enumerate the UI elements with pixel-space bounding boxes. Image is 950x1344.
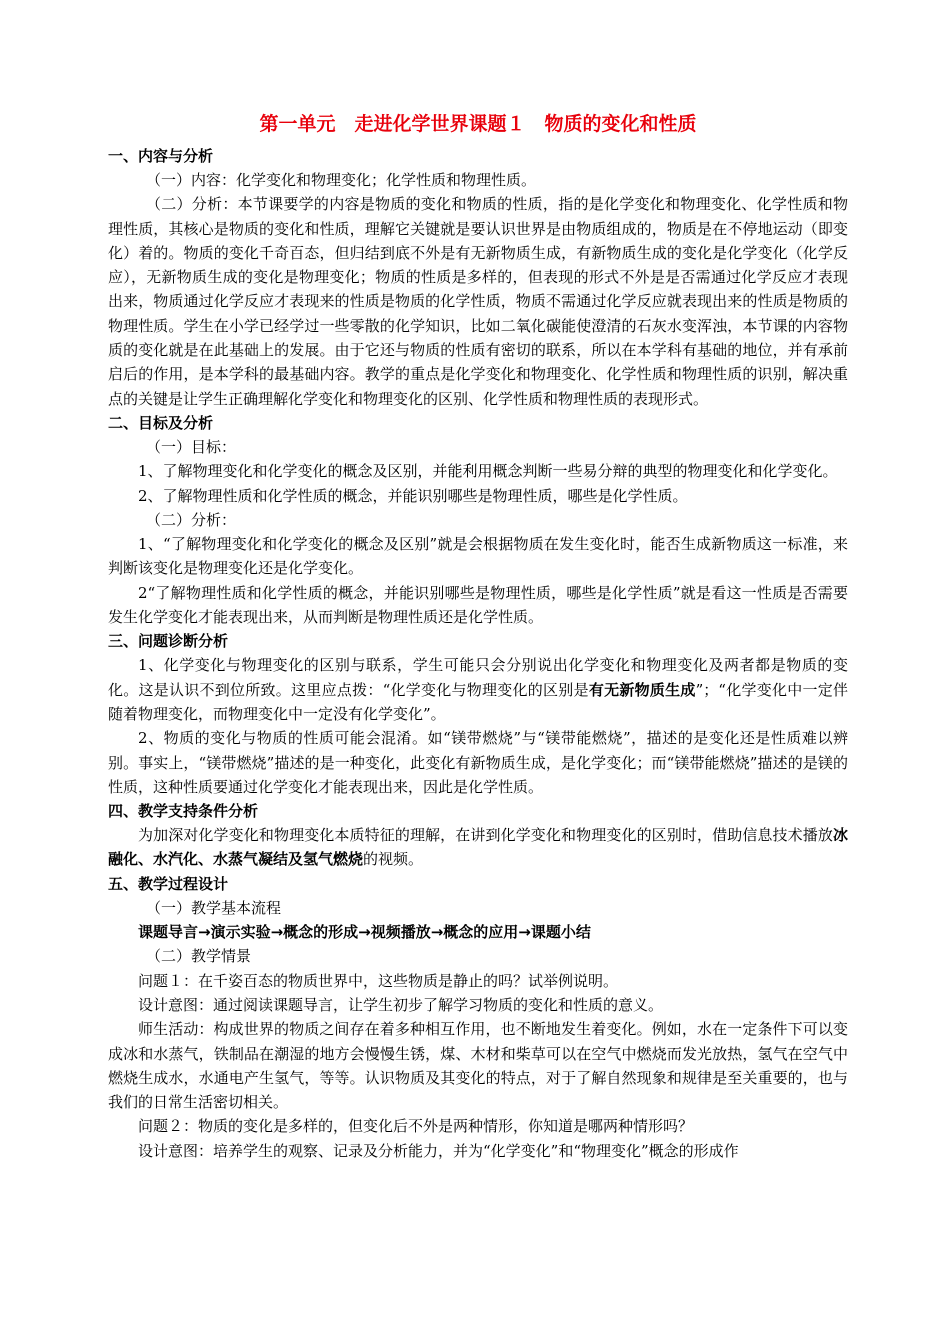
text-run: 为加深对化学变化和物理变化本质特征的理解，在讲到化学变化和物理变化的区别时，借助信息技术播放 (138, 826, 833, 845)
bold-text: 课题导言→演示实验→概念的形成→视频播放→概念的应用→课题小结 (138, 923, 591, 942)
paragraph (108, 653, 848, 726)
bold-text: 有无新物质生成 (588, 680, 696, 699)
text-run: ”；“化学变化中一定伴随着物理变化，而物理变化中一定没有化学变化”。 (108, 680, 849, 723)
paragraph: 问题２：物质的变化是多样的，但变化后不外是两种情形，你知道是哪两种情形吗？ (138, 1117, 694, 1136)
section-heading: 四、教学支持条件分析 (108, 802, 259, 821)
section-heading: 三、问题诊断分析 (108, 632, 229, 651)
paragraph: （二）教学情景 (146, 947, 252, 966)
paragraph: 2、物质的变化与物质的性质可能会混淆。如“镁带燃烧”与“镁带能燃烧”，描述的是变化还是性质难以辨别。事实上，“镁带燃烧”描述的是一种变化，此变化有新物质生成，是化学变化；而“镁带能燃烧”描述的是镁的性质，这种性质要通过化学变化才能表现出来，因此是化学性质。 (108, 729, 848, 796)
paragraph: 1、了解物理变化和化学变化的概念及区别，并能利用概念判断一些易分辩的典型的物理变化和化学变化。 (138, 462, 838, 481)
document-page (108, 110, 848, 1163)
section-heading: 二、目标及分析 (108, 413, 214, 432)
paragraph: （二）分析：本节课要学的内容是物质的变化和物质的性质，指的是化学变化和物理变化、化学性质和物理性质，其核心是物质的变化和性质，理解它关键就是要认识世界是由物质组成的，物质是在不停地运动（即变化）着的。物质的变化千奇百态，但归结到底不外是有无新物质生成，有新物质生成的变化是化学变化（化学反应），无新物质生成的变化是物理变化；物质的性质是多样的，但表现的形式不外是是否需通过化学反应才表现出来，物质通过化学反应才表现来的性质是物质的化学性质，物质不需通过化学反应就表现出来的性质是物质的物理性质。学生在小学已经学过一些零散的化学知识，比如二氧化碳能使澄清的石灰水变浑浊，本节课的内容物质的变化就是在此基础上的发展。由于它还与物质的性质有密切的联系，所以在本学科有基础的地位，并有承前启后的作用，是本学科的最基础内容。教学的重点是化学变化和物理变化、化学性质和物理性质的识别，解决重点的关键是让学生正确理解化学变化和物理变化的区别、化学性质和物理性质的表现形式。 (108, 195, 848, 408)
section-heading: 五、教学过程设计 (108, 874, 229, 893)
paragraph: 师生活动：构成世界的物质之间存在着多种相互作用，也不断地发生着变化。例如，水在一定条件下可以变成冰和水蒸气，铁制品在潮湿的地方会慢慢生锈，煤、木材和柴草可以在空气中燃烧而发光放热，氢气在空气中燃烧生成水，水通电产生氢气，等等。认识物质及其变化的特点，对于了解自然现象和规律是至关重要的，也与我们的日常生活密切相关。 (108, 1020, 848, 1112)
paragraph: （一）目标： (146, 437, 237, 456)
paragraph: 问题１：在千姿百态的物质世界中，这些物质是静止的吗？试举例说明。 (138, 971, 619, 990)
paragraph: （二）分析： (146, 510, 237, 529)
paragraph: （一）教学基本流程 (146, 898, 282, 917)
text-run: 的视频。 (363, 850, 424, 869)
bold-text: 冰融化、水汽化、水蒸气凝结及氢气燃烧 (108, 826, 848, 869)
flow-line (108, 920, 848, 944)
paragraph: 1、“了解物理变化和化学变化的概念及区别”就是会根据物质在发生变化时，能否生成新物质这一标准，来判断该变化是物理变化还是化学变化。 (108, 535, 848, 578)
paragraph: 设计意图：通过阅读课题导言，让学生初步了解学习物质的变化和性质的意义。 (138, 995, 664, 1014)
text-run: 1、化学变化与物理变化的区别与联系，学生可能只会分别说出化学变化和物理变化及两者都是物质的变化。这是认识不到位所致。这里应点拨：“化学变化与物理变化的区别是 (108, 656, 848, 699)
section-heading: 一、内容与分析 (108, 147, 214, 165)
paragraph: 2“了解物理性质和化学性质的概念，并能识别哪些是物理性质，哪些是化学性质”就是看这一性质是否需要发生化学变化才能表现出来，从而判断是物理性质还是化学性质。 (108, 583, 848, 627)
paragraph: （一）内容：化学变化和物理变化；化学性质和物理性质。 (146, 171, 537, 189)
paragraph: 2、了解物理性质和化学性质的概念，并能识别哪些是物理性质，哪些是化学性质。 (138, 486, 688, 505)
paragraph: 设计意图：培养学生的观察、记录及分析能力，并为“化学变化”和“物理变化”概念的形成作 (138, 1141, 739, 1160)
document-title: 第一单元 走进化学世界课题１ 物质的变化和性质 (259, 113, 697, 135)
paragraph (108, 823, 848, 872)
